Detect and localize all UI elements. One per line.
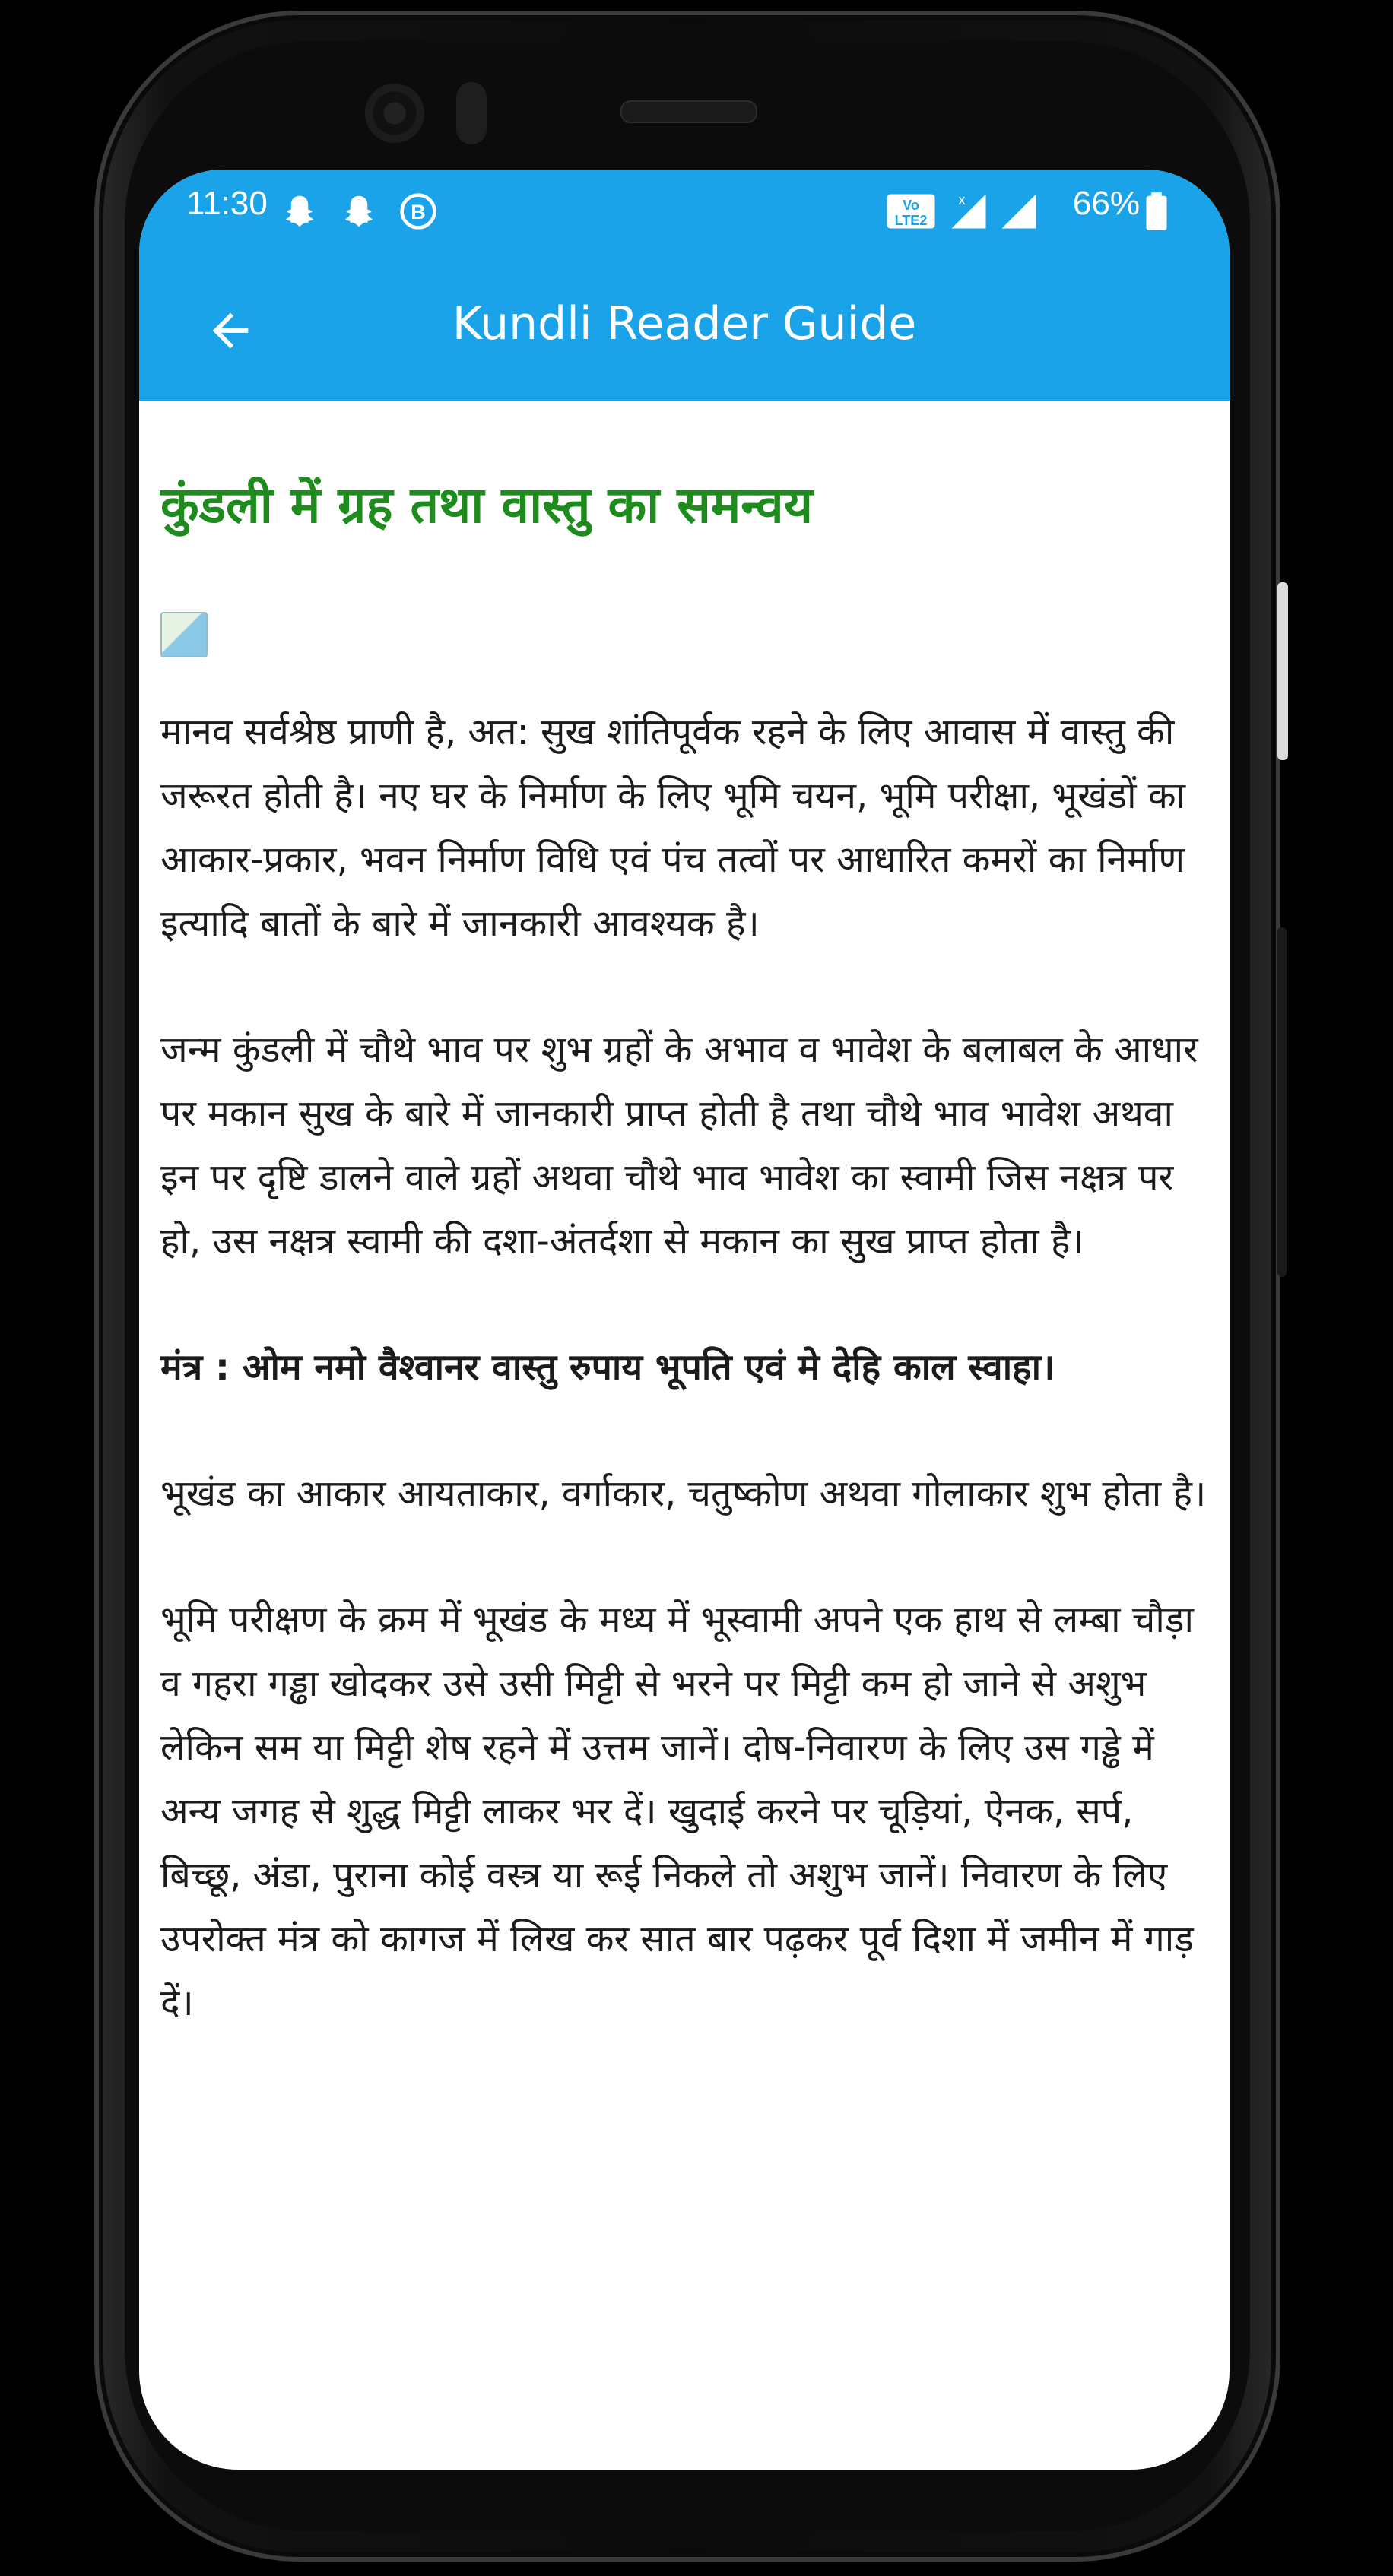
battery-icon	[1141, 191, 1172, 232]
snapchat-icon	[338, 191, 379, 232]
article-title: कुंडली में ग्रह तथा वास्तु का समन्वय	[160, 476, 813, 534]
article-paragraph: जन्म कुंडली में चौथे भाव पर शुभ ग्रहों के अभाव व भावेश के बलाबल के आधार पर मकान सुख के बारे में जानकारी प्राप्त होती है तथा चौथे भाव भावेश अथवा इन पर दृष्टि डालने वाले ग्रहों अथवा चौथे भाव भावेश का स्वामी जिस नक्षत्र पर हो, उस नक्षत्र स्वामी की दशा-अंतर्दशा से मकान का सुख प्राप्त होता है।	[160, 1028, 1198, 1263]
svg-text:LTE2: LTE2	[894, 213, 928, 228]
app-bar	[139, 259, 1230, 401]
broken-image-icon	[160, 612, 208, 657]
mantra-text: मंत्र : ओम नमो वैश्वानर वास्तु रुपाय भूपति एवं मे देहि काल स्वाहा।	[160, 1346, 1055, 1389]
volte-icon	[884, 191, 938, 232]
status-time: 11:30	[186, 185, 268, 222]
power-button	[1277, 582, 1288, 760]
status-bar	[139, 170, 1230, 259]
svg-text:B: B	[411, 201, 426, 224]
svg-text:x: x	[958, 192, 966, 208]
app-screen	[139, 170, 1230, 2470]
snapchat-icon	[279, 191, 320, 232]
signal-icon	[948, 191, 989, 232]
article-content	[160, 401, 1210, 2035]
article-paragraph: मानव सर्वश्रेष्ठ प्राणी है, अत: सुख शांतिपूर्वक रहने के लिए आवास में वास्तु की जरूरत होती है। नए घर के निर्माण के लिए भूमि चयन, भूमि परीक्षा, भूखंडों का आकार-प्रकार, भवन निर्माण विधि एवं पंच तत्वों पर आधारित कमरों का निर्माण इत्यादि बातों के बारे में जानकारी आवश्यक है।	[160, 711, 1186, 945]
b-icon	[398, 191, 439, 232]
volume-button	[1277, 927, 1287, 1277]
svg-text:Vo: Vo	[903, 197, 919, 213]
front-camera	[365, 84, 424, 143]
article-paragraph: भूमि परीक्षण के क्रम में भूखंड के मध्य में भूस्वामी अपने एक हाथ से लम्बा चौड़ा व गहरा गड्ढा खोदकर उसे उसी मिट्टी से भरने पर मिट्टी कम हो जाने से अशुभ लेकिन सम या मिट्टी शेष रहने में उत्तम जानें। दोष-निवारण के लिए उस गड्ढे में अन्य जगह से शुद्ध मिट्टी लाकर भर दें। खुदाई करने पर चूड़ियां, ऐनक, सर्प, बिच्छू, अंडा, पुराना कोई वस्त्र या रूई निकले तो अशुभ जानें। निवारण के लिए उपरोक्त मंत्र को कागज में लिख कर सात बार पढ़कर पूर्व दिशा में जमीन में गाड़ दें।	[160, 1599, 1194, 2024]
earpiece-speaker	[620, 100, 757, 123]
signal-icon	[998, 191, 1039, 232]
app-title: Kundli Reader Guide	[452, 297, 917, 350]
battery-percent: 66%	[1072, 185, 1140, 222]
proximity-sensor	[456, 82, 487, 144]
article-paragraph: भूखंड का आकार आयताकार, वर्गाकार, चतुष्कोण अथवा गोलाकार शुभ होता है।	[160, 1472, 1207, 1515]
